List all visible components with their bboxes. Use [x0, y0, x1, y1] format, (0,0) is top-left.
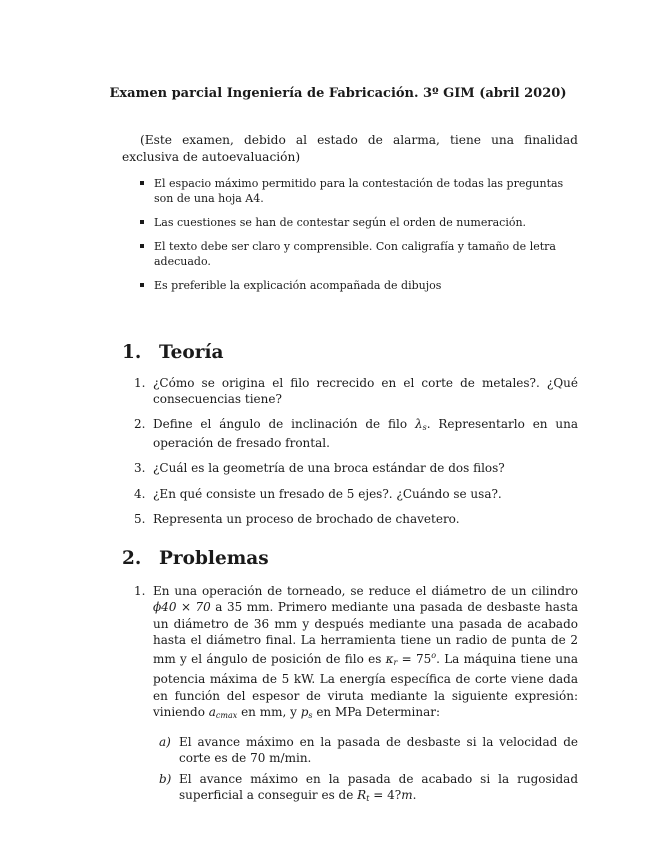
square-bullet-icon — [140, 181, 144, 185]
rule-item: Las cuestiones se han de contestar según el orden de numeración. — [140, 215, 580, 230]
problem-list — [134, 583, 578, 812]
question-item: 2. Define el ángulo de inclinación de filo λs. Representarlo en una operación de fresado frontal. — [134, 417, 579, 450]
question-item: 5. Representa un proceso de brochado de chavetero. — [134, 512, 460, 526]
square-bullet-icon — [140, 220, 144, 224]
square-bullet-icon — [140, 244, 144, 248]
rule-item: El texto debe ser claro y comprensible. Con caligrafía y tamaño de letra adecuado. — [140, 239, 580, 269]
subquestion-item: b) El avance máximo en la pasada de acabado si la rugosidad superficial a conseguir es de Rt = 4?m. — [159, 772, 578, 804]
square-bullet-icon — [140, 283, 144, 287]
question-item: 1. ¿Cómo se origina el filo recrecido en el corte de metales?. ¿Qué consecuencias tiene? — [134, 376, 578, 406]
question-item: 4. ¿En qué consiste un fresado de 5 ejes?. ¿Cuándo se usa?. — [134, 486, 502, 501]
question-item: 3. ¿Cuál es la geometría de una broca estándar de dos filos? — [134, 461, 505, 475]
subquestion-item: a) El avance máximo en la pasada de desbaste si la velocidad de corte es de 70 m/min. — [159, 735, 578, 766]
intro-paragraph: (Este examen, debido al estado de alarma, tiene una finalidad exclusiva de autoevaluación) — [122, 133, 578, 164]
subquestion-list — [153, 734, 578, 807]
rules-list — [140, 176, 580, 302]
theory-questions — [134, 376, 578, 538]
section-heading-problems: 2. Problemas — [122, 548, 269, 569]
rule-item: El espacio máximo permitido para la contestación de todas las preguntas son de una hoja A4. — [140, 176, 580, 206]
exam-title: Examen parcial Ingeniería de Fabricación. 3º GIM (abril 2020) — [109, 86, 567, 101]
rule-item: Es preferible la explicación acompañada de dibujos — [140, 278, 580, 293]
problem-item: 1. En una operación de torneado, se reduce el diámetro de un cilindro ϕ40 × 70 a 35 mm. Primero mediante una pasada de desbaste hasta un diámetro de 36 mm y después mediante una pasada de acabado hasta el diámetro final. La herramienta tiene un radio de punta de 2 mm y el ángulo de posición de filo es $\kappa r = 75^o$. La máquina tiene una potencia máxima de 5 kW. La energía específica de corte viene dada en función del espesor de viruta mediante la siguiente expresión: viniendo acmax en mm, y ps en MPa Determinar: a) El avance máximo en la pasada de desbaste si la velocidad de corte es de 70 m/min. b) El avance máximo en la pasada de acabado si la rugosidad superficial a conseguir es de Rt = 4?m. — [134, 583, 578, 807]
section-heading-theory: 1. Teoría — [122, 342, 224, 363]
